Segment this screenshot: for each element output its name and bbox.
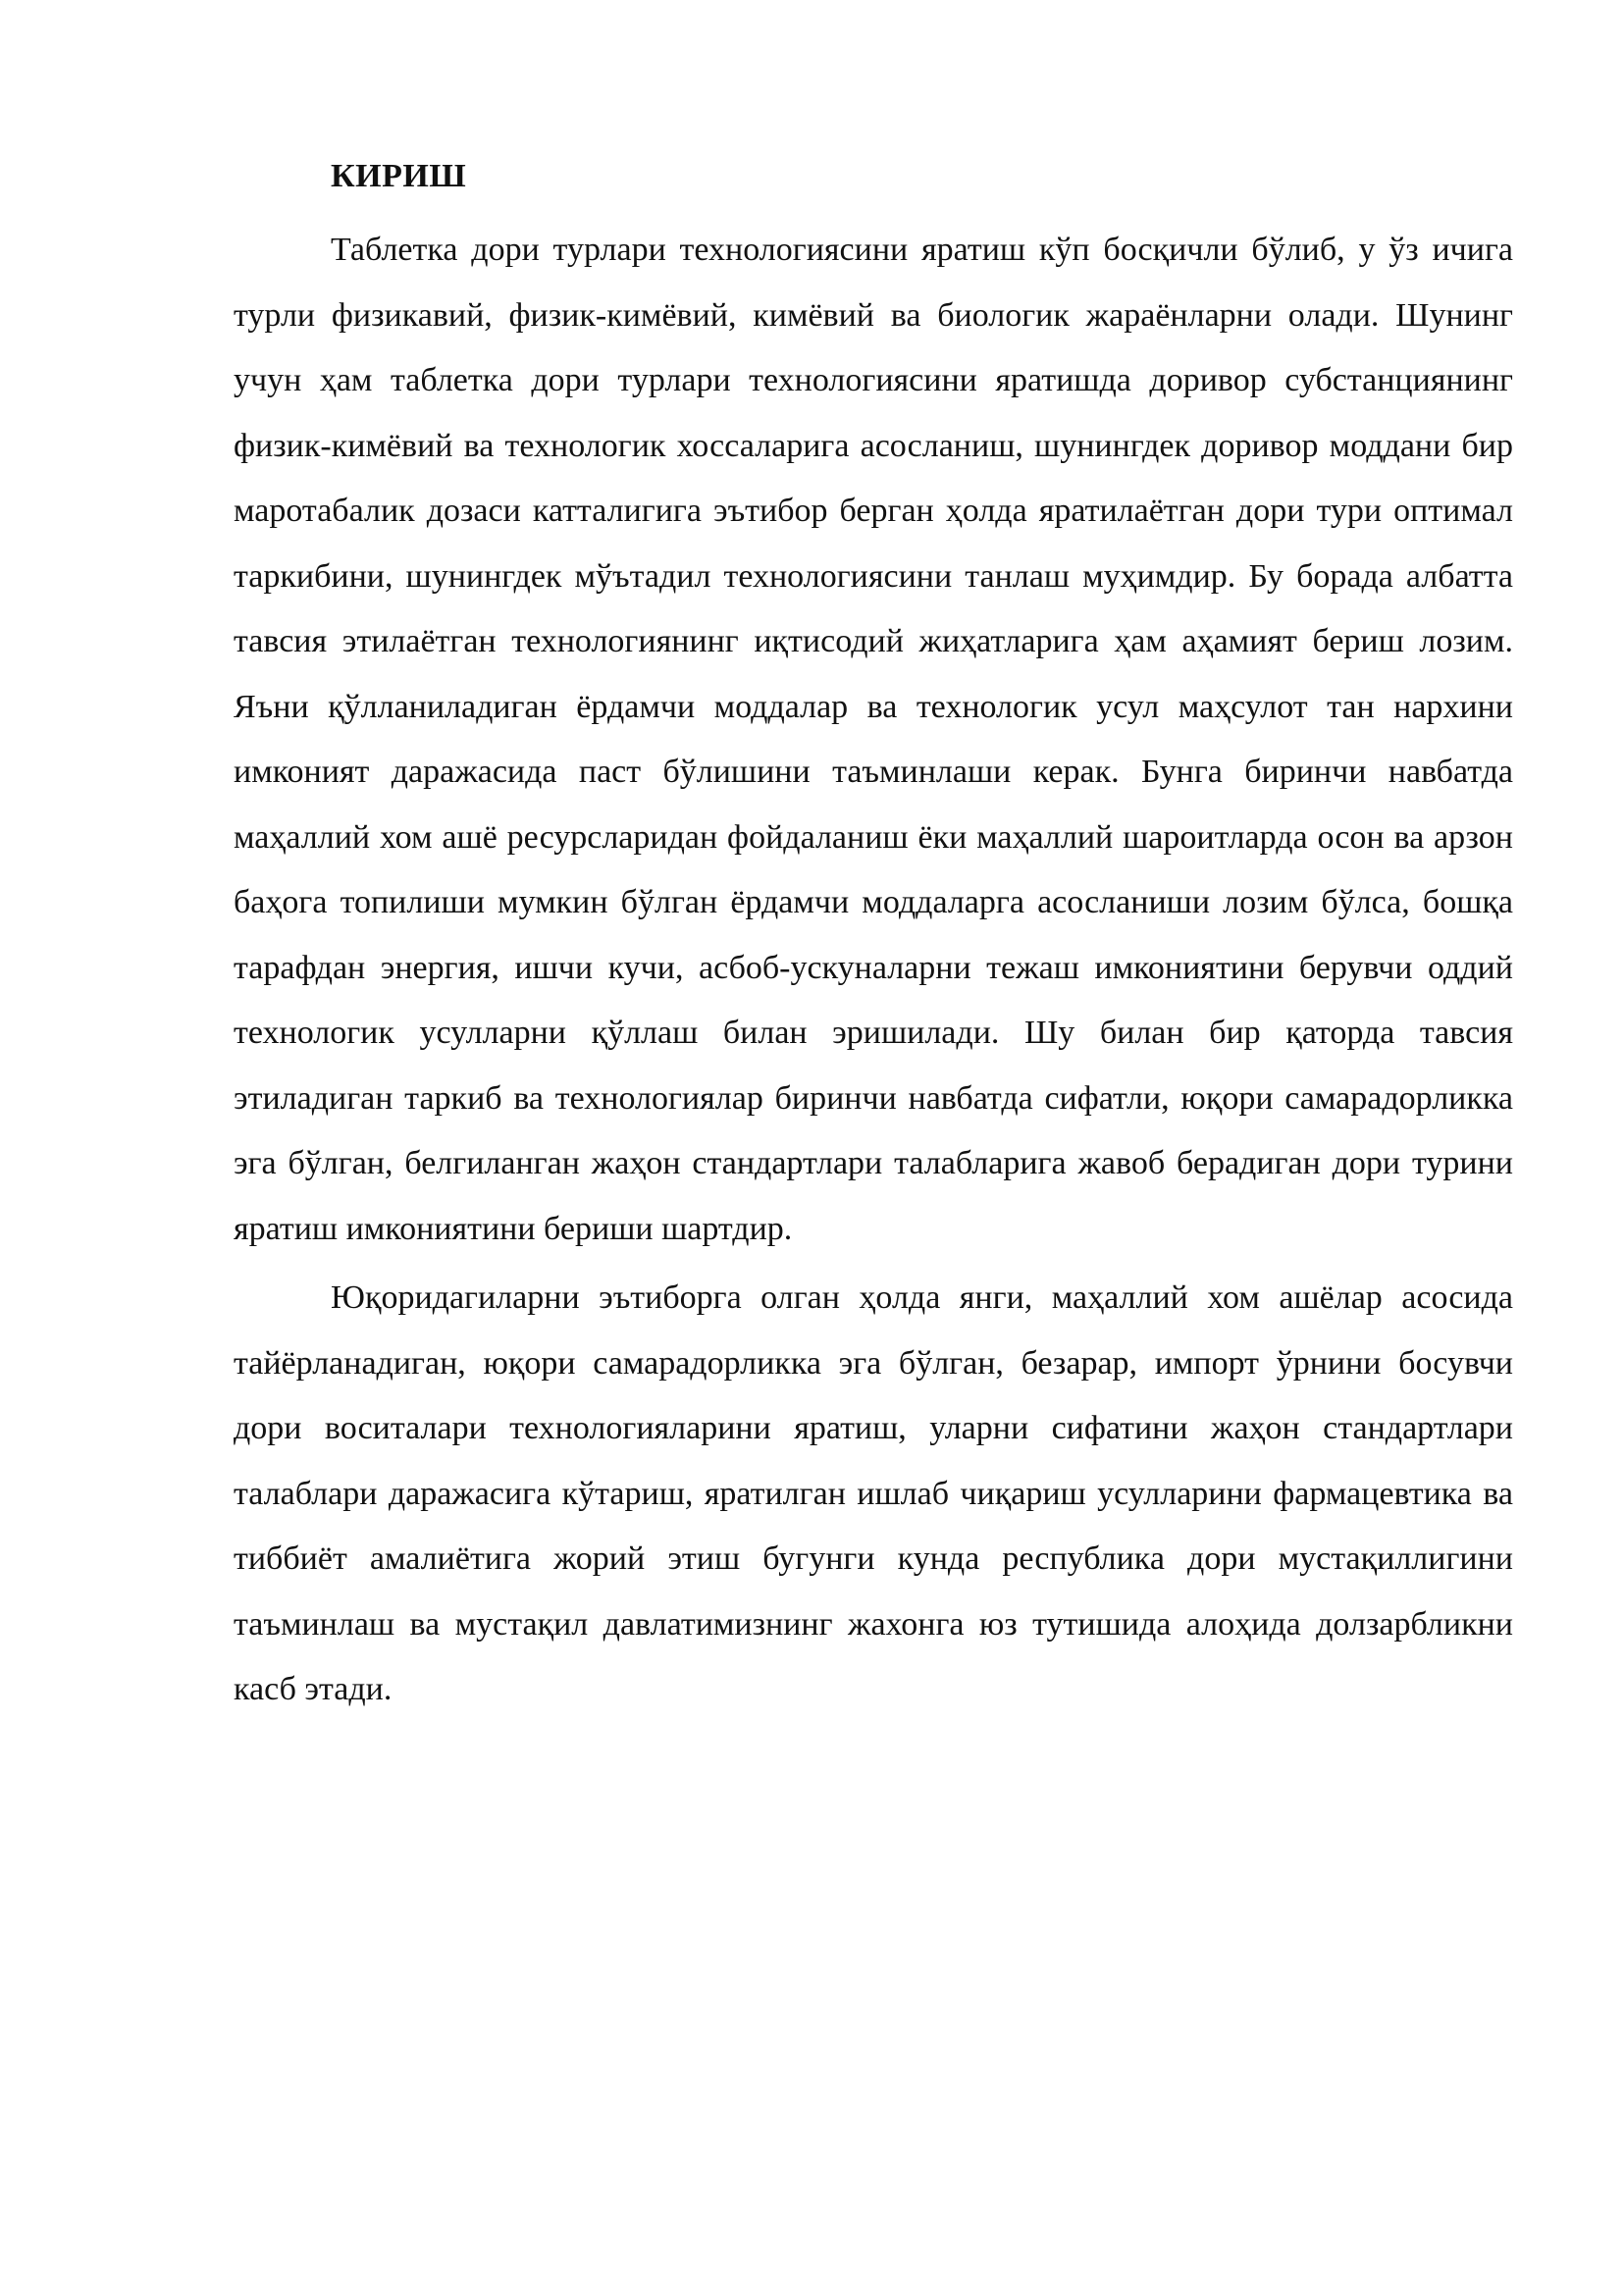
paragraph-1: Таблетка дори турлари технологиясини яратиш кўп босқичли бўлиб, у ўз ичига турли физикавий, физик-кимёвий, кимёвий ва биологик жараёнларни олади. Шунинг учун ҳам таблетка дори турлари технологиясини яратишда доривор субстанциянинг физик-кимёвий ва технологик хоссаларига асосланиш, шунингдек доривор моддани бир маротабалик дозаси катталигига эътибор берган ҳолда яратилаётган дори тури оптимал таркибини, шунингдек мўътадил технологиясини танлаш муҳимдир. Бу борада албатта тавсия этилаётган технологиянинг иқтисодий жиҳатларига ҳам аҳамият бериш лозим. Яъни қўлланиладиган ёрдамчи моддалар ва технологик усул маҳсулот тан нархини имконият даражасида паст бўлишини таъминлаши керак. Бунга биринчи навбатда маҳаллий хом ашё ресурсларидан фойдаланиш ёки маҳаллий шароитларда осон ва арзон баҳога топилиши мумкин бўлган ёрдамчи моддаларга асосланиши лозим бўлса, бошқа тарафдан энергия, ишчи кучи, асбоб-ускуналарни тежаш имкониятини берувчи оддий технологик усулларни қўллаш билан эришилади. Шу билан бир қаторда тавсия этиладиган таркиб ва технологиялар биринчи навбатда сифатли, юқори самарадорликка эга бўлган, белгиланган жаҳон стандартлари талабларига жавоб берадиган дори турини яратиш имкониятини бериши шартдир. <box>234 232 1513 1247</box>
document-body <box>234 145 1513 1723</box>
paragraph-2: Юқоридагиларни эътиборга олган ҳолда янги, маҳаллий хом ашёлар асосида тайёрланадиган, юқори самарадорликка эга бўлган, безарар, импорт ўрнини босувчи дори воситалари технологияларини яратиш, уларни сифатини жаҳон стандартлари талаблари даражасига кўтариш, яратилган ишлаб чиқариш усулларини фармацевтика ва тиббиёт амалиётига жорий этиш бугунги кунда республика дори мустақиллигини таъминлаш ва мустақил давлатимизнинг жахонга юз тутишида алоҳида долзарбликни касб этади. <box>234 1279 1513 1707</box>
section-heading: КИРИШ <box>331 158 467 194</box>
